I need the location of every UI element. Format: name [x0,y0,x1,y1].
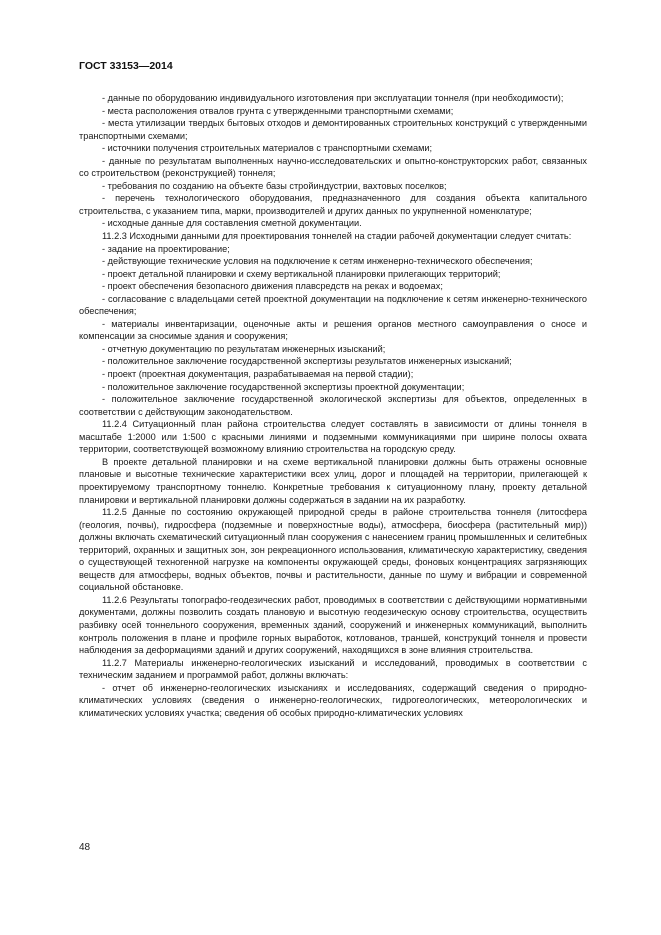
paragraph: - источники получения строительных материалов с транспортными схемами; [102,143,433,154]
document-body [79,92,587,719]
paragraph: - действующие технические условия на подключение к сетям инженерно-технического обеспечения; [102,256,533,267]
page-number: 48 [79,842,91,853]
paragraph: - проект (проектная документация, разрабатываемая на первой стадии); [102,369,414,380]
paragraph: - отчетную документацию по результатам инженерных изысканий; [102,343,386,354]
paragraph: - задание на проектирование; [102,243,230,254]
paragraph: - согласование с владельцами сетей проектной документации на подключение к сетям инженерно-технического обеспечения; [79,293,587,317]
paragraph: - положительное заключение государственной экологической экспертизы для объектов, определенных в соответствии с действующим законодательством. [79,394,587,417]
paragraph: - положительное заключение государственной экспертизы проектной документации; [102,381,465,392]
paragraph: - требования по созданию на объекте базы стройиндустрии, вахтовых поселков; [102,180,447,191]
section-paragraph-11-2-6: 11.2.6 Результаты топографо-геодезических работ, проводимых в соответствии с действующими нормативными документами, должны позволить создать плановую и высотную геодезическую основу строительства, осуществить разбивку осей тоннельного сооружения, временных зданий, сооружений и инженерных коммуникаций, выполнить контроль положения в плане и профиле горных выработок, котлованов, траншей, конструкций тоннеля и провести наблюдения за деформациями зданий и других сооружений, находящихся в зоне влияния строительства. [79,594,587,656]
paragraph: - перечень технологического оборудования, предназначенного для создания объекта капитального строительства, с указанием типа, марки, производителей и других данных по укрупненной номенклатуре; [79,193,587,216]
paragraph: - положительное заключение государственной экспертизы результатов инженерных изысканий; [102,356,512,367]
paragraph: - материалы инвентаризации, оценочные акты и решения органов местного самоуправления о сносе и компенсации за сносимые здания и сооружения; [79,318,587,342]
paragraph: - данные по результатам выполненных научно-исследовательских и опытно-конструкторских работ, связанных со строительством (реконструкцией) тоннеля; [79,155,587,179]
paragraph: - отчет об инженерно-геологических изысканиях и исследованиях, содержащий сведения о природно-климатических условиях (сведения о инженерно-геологических, гидрогеологических, метеорологических и климатических условиях участка; сведения об особых природно-климатических условиях [79,682,587,718]
paragraph: - исходные данные для составления сметной документации. [102,218,362,229]
section-paragraph-11-2-4: 11.2.4 Ситуационный план района строительства следует составлять в зависимости от длины тоннеля в масштабе 1:2000 или 1:500 с красными линиями и подземными коммуникациями при ширине полосы охвата территории, соответствующей возможному влиянию строительства на городскую среду. [79,419,587,455]
section-paragraph-11-2-3: 11.2.3 Исходными данными для проектирования тоннелей на стадии рабочей документации следует считать: [102,231,572,242]
section-paragraph-11-2-5: 11.2.5 Данные по состоянию окружающей природной среды в районе строительства тоннеля (литосфера (геология, почвы), гидросфера (подземные и поверхностные воды), атмосфера, биосфера (растительный мир)) должны включать схематический ситуационный план сооружения с нанесением границ промышленных и селитебных территорий, охранных и защитных зон, зон рекреационного использования, климатическую характеристику, сведения о существующей техногенной нагрузке на компоненты окружающей среды, фоновых концентрациях загрязняющих веществ для атмосферы, водных объектов, почвы и растительности, данные по шуму и вибрации и современной социальной обстановке. [79,507,587,593]
section-paragraph-11-2-7: 11.2.7 Материалы инженерно-геологических изысканий и исследований, проводимых в соответствии с техническим заданием и программой работ, должны включать: [79,657,587,681]
paragraph: - проект детальной планировки и схему вертикальной планировки прилегающих территорий; [102,268,501,279]
paragraph: - места расположения отвалов грунта с утвержденными транспортными схемами; [102,105,454,116]
paragraph: - места утилизации твердых бытовых отходов и демонтированных строительных конструкций с утвержденными транспортными схемами; [79,118,587,141]
paragraph: - проект обеспечения безопасного движения плавсредств на реках и водоемах; [102,281,443,292]
document-header: ГОСТ 33153—2014 [79,60,173,72]
paragraph: - данные по оборудованию индивидуального изготовления при эксплуатации тоннеля (при необходимости); [102,93,564,103]
paragraph: В проекте детальной планировки и на схеме вертикальной планировки должны быть отражены основные плановые и высотные технические характеристики всех улиц, дорог и площадей на территории, прилегающей к проектируемому транспортному тоннелю. Конкретные требования к ситуационному плану, проекту детальной планировки и вертикальной планировки должны содержаться в задании на их разработку. [79,456,587,505]
